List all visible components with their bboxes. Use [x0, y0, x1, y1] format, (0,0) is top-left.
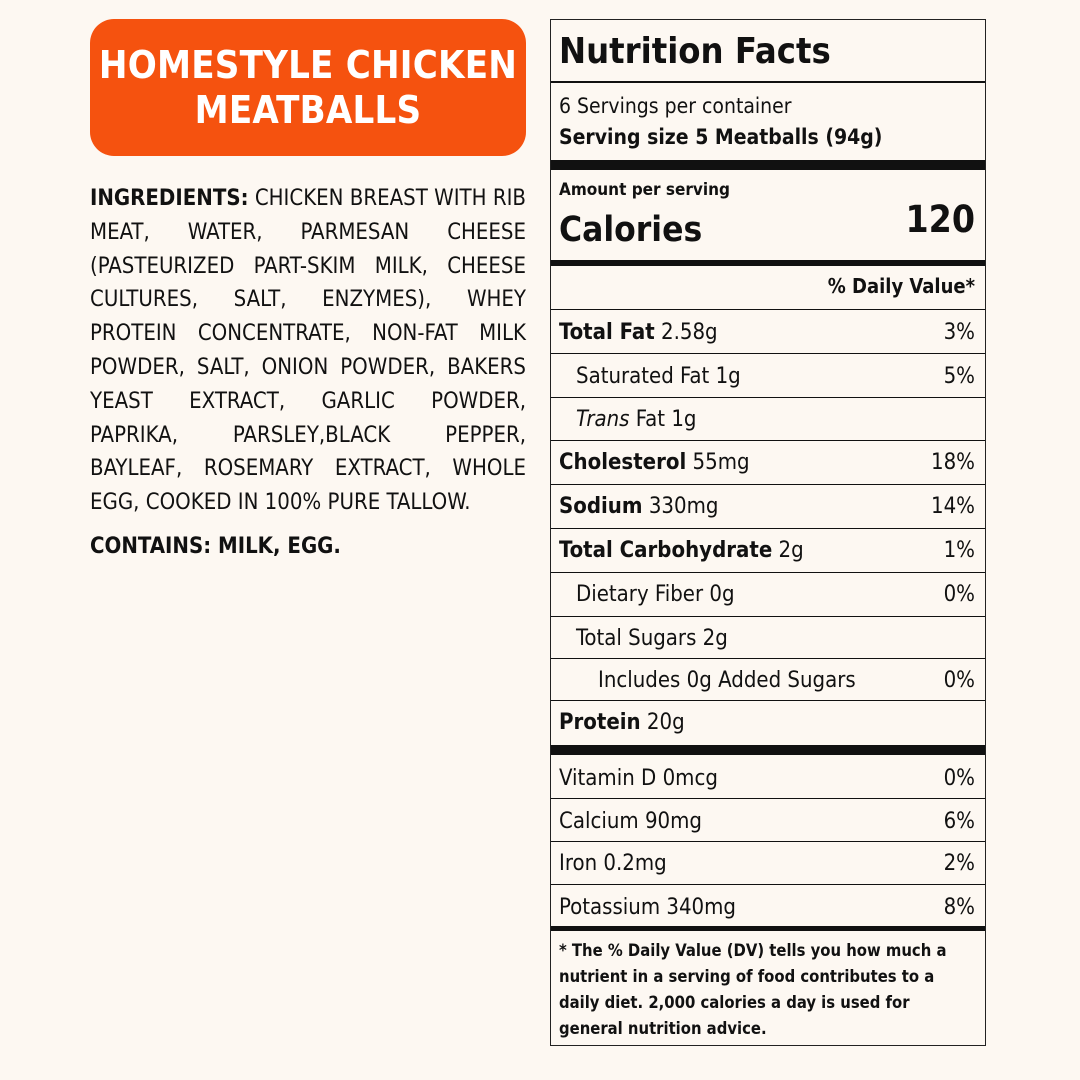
product-title-line2: MEATBALLS — [194, 87, 422, 132]
nutrient-daily-value: 5% — [943, 364, 975, 389]
serving-size-value: 5 Meatballs (94g) — [695, 125, 883, 149]
nutrition-facts-title: Nutrition Facts — [559, 31, 831, 72]
divider — [551, 658, 985, 659]
divider — [551, 616, 985, 617]
amount-per-serving: Amount per serving — [559, 180, 730, 200]
serving-size — [559, 125, 882, 149]
divider — [551, 572, 985, 573]
product-title-line1: HOMESTYLE CHICKEN — [98, 42, 518, 87]
divider — [551, 798, 985, 799]
vitamin-label: Iron 0.2mg — [559, 851, 667, 876]
allergen-statement: CONTAINS: MILK, EGG. — [90, 534, 341, 559]
vitamin-daily-value: 0% — [943, 766, 975, 791]
nutrient-amount: 2g — [772, 538, 804, 563]
vitamin-daily-value: 8% — [943, 895, 975, 920]
ingredients-list: CHICKEN BREAST WITH RIB MEAT, WATER, PARMESAN CHEESE (PASTEURIZED PART-SKIM MILK, CHEESE CULTURES, SALT, ENZYMES), WHEY PROTEIN CONCENTRATE, NON-FAT MILK POWDER, SALT, ONION POWDER, BAKERS YEAST EXTRACT, GARLIC POWDER, PAPRIKA, PARSLEY,BLACK PEPPER, BAYLEAF, ROSEMARY EXTRACT, WHOLE EGG, COOKED IN 100% PURE TALLOW. — [90, 186, 526, 516]
nutrient-name: Protein — [559, 710, 641, 735]
nutrient-daily-value: 1% — [943, 538, 975, 563]
divider — [551, 841, 985, 842]
divider — [551, 440, 985, 441]
nutrition-facts-panel — [550, 19, 986, 1046]
nutrient-amount: 20g — [640, 710, 685, 735]
nutrient-amount: 55mg — [686, 450, 750, 475]
divider — [551, 528, 985, 529]
divider — [551, 700, 985, 701]
ingredients-text — [90, 182, 526, 520]
divider — [551, 353, 985, 354]
nutrient-label: Includes 0g Added Sugars — [598, 668, 856, 693]
nutrient-name-italic: Trans — [576, 407, 630, 432]
medium-divider — [551, 926, 985, 931]
ingredients-label: INGREDIENTS: — [90, 186, 249, 211]
nutrient-amount: Fat 1g — [629, 407, 697, 432]
nutrient-daily-value: 0% — [943, 668, 975, 693]
nutrient-name: Cholesterol — [559, 450, 687, 475]
nutrient-name: Total Carbohydrate — [559, 538, 773, 563]
servings-per-container: 6 Servings per container — [559, 94, 792, 118]
divider — [551, 81, 985, 83]
product-title-badge — [90, 19, 526, 156]
medium-divider — [551, 260, 985, 266]
divider — [551, 309, 985, 310]
nutrient-daily-value: 18% — [931, 450, 975, 475]
daily-value-footnote: * The % Daily Value (DV) tells you how much a nutrient in a serving of food contributes to a daily diet. 2,000 calories a day is used for general nutrition advice. — [559, 941, 947, 1038]
divider — [551, 484, 985, 485]
divider — [551, 397, 985, 398]
vitamin-label: Potassium 340mg — [559, 895, 736, 920]
calories-value: 120 — [905, 198, 975, 241]
nutrient-daily-value: 14% — [931, 494, 975, 519]
nutrient-name: Sodium — [559, 494, 643, 519]
nutrient-daily-value: 0% — [943, 582, 975, 607]
thick-divider — [551, 160, 985, 170]
vitamin-daily-value: 6% — [943, 809, 975, 834]
vitamin-daily-value: 2% — [943, 851, 975, 876]
vitamin-label: Vitamin D 0mcg — [559, 766, 718, 791]
nutrient-name: Total Fat — [559, 320, 655, 345]
daily-value-header: % Daily Value* — [827, 274, 975, 298]
nutrient-amount: 330mg — [642, 494, 719, 519]
serving-size-label: Serving size — [559, 125, 689, 149]
nutrient-label: Dietary Fiber 0g — [576, 582, 735, 607]
nutrient-daily-value: 3% — [943, 320, 975, 345]
divider — [551, 884, 985, 885]
calories-label: Calories — [559, 210, 703, 250]
vitamin-label: Calcium 90mg — [559, 809, 702, 834]
nutrient-amount: 2.58g — [654, 320, 718, 345]
thick-divider — [551, 745, 985, 755]
nutrient-label: Saturated Fat 1g — [576, 364, 741, 389]
nutrient-label: Total Sugars 2g — [576, 626, 728, 651]
